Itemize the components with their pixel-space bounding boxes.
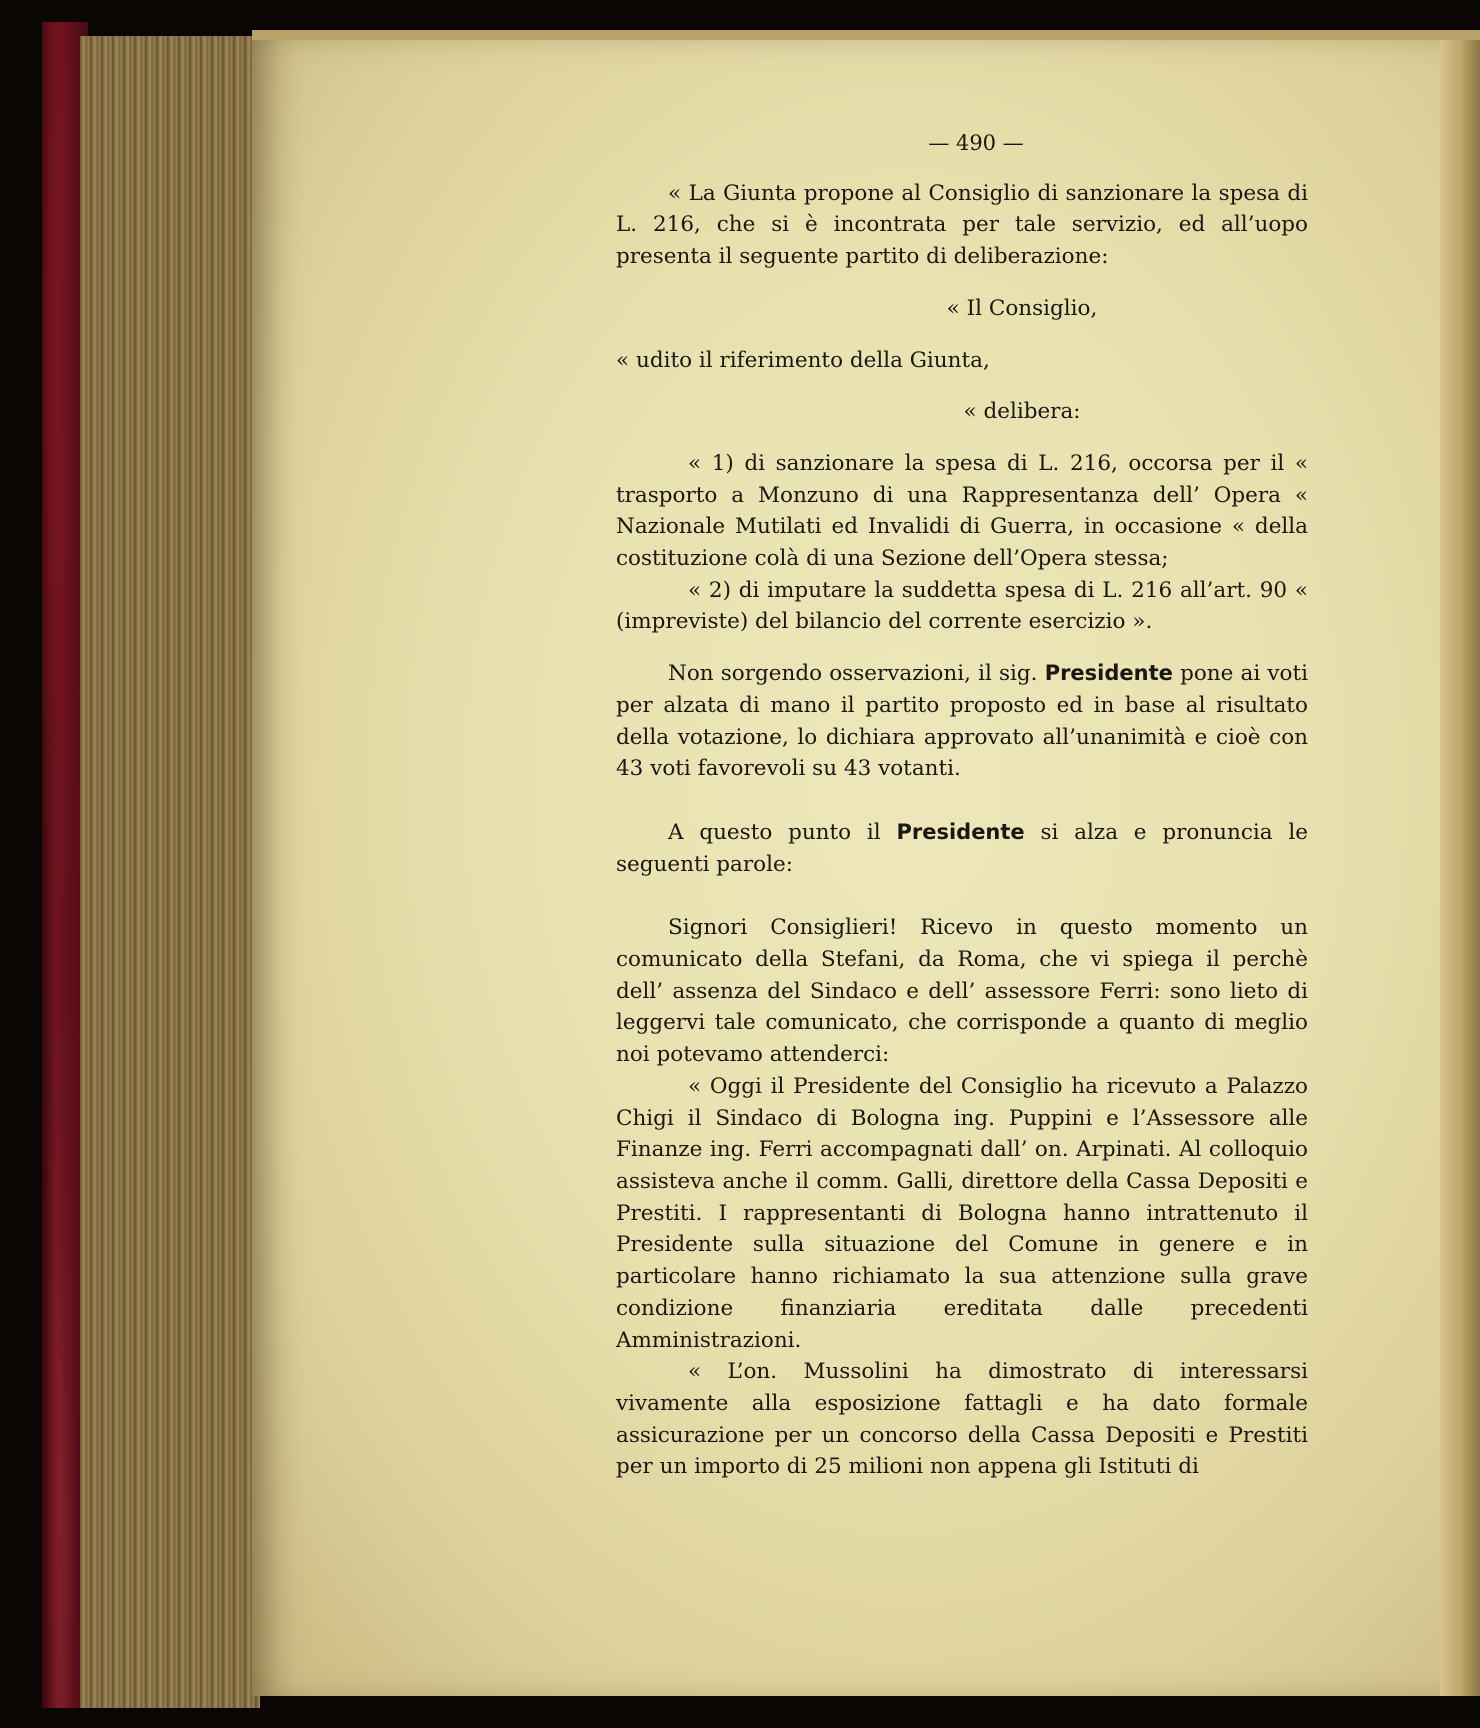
resolution-consiglio: « Il Consiglio, xyxy=(946,295,1098,321)
resolution-item-2: « 2) di imputare la suddetta spesa di L. 216 all’art. 90 « (impreviste) del bilancio del corrente esercizio ». xyxy=(616,577,1308,635)
speaks-text-before: A questo punto il xyxy=(668,819,881,845)
paragraph-signori-consiglieri: Signori Consiglieri! Ricevo in questo momento un comunicato della Stefani, da Roma, che vi spiega il perchè dell’ assenza del Sindaco e dell’ assessore Ferri: sono lieto di leggervi tale comunicato, che corrisponde a quanto di meglio noi potevamo attenderci: xyxy=(616,915,1308,1068)
resolution-item-1: « 1) di sanzionare la spesa di L. 216, occorsa per il « trasporto a Monzuno di una Rappresentanza dell’ Opera « Nazionale Mutilati ed Invalidi di Guerra, in occasione « della costituzione colà di una Sezione dell’Opera stessa; xyxy=(616,450,1308,572)
paragraph-communique: « Oggi il Presidente del Consiglio ha ricevuto a Palazzo Chigi il Sindaco di Bologna ing. Puppini e l’Assessore alle Finanze ing. Ferri accompagnati dall’ on. Arpinati. Al colloquio assisteva anche il comm. Galli, direttore della Cassa Depositi e Prestiti. I rappresentanti di Bologna hanno intrattenuto il Presidente sulla situazione del Comune in genere e in particolare hanno richiamato la sua attenzione sulla grave condizione finanziaria ereditata dalle precedenti Amministrazioni. xyxy=(616,1073,1308,1353)
resolution-udito: « udito il riferimento della Giunta, xyxy=(616,347,990,373)
left-page-stack xyxy=(80,36,260,1708)
paragraph-mussolini: « L’on. Mussolini ha dimostrato di interessarsi vivamente alla esposizione fattagli e ha dato formale assicurazione per un concorso della Cassa Depositi e Prestiti per un importo di 25 milioni non appena gli Istituti di xyxy=(616,1359,1308,1480)
vote-text-after: pone ai voti per alzata di mano il partito proposto ed in base al risultato della votazione, lo dichiara approvato all’unanimità e cioè con 43 voti favorevoli su 43 votanti. xyxy=(616,661,1308,782)
paragraph-president-speaks xyxy=(616,817,1308,880)
president-label: Presidente xyxy=(1044,661,1173,686)
resolution-delibera: « delibera: xyxy=(963,399,1081,425)
speaks-text-after: si alza e pronuncia le seguenti parole: xyxy=(616,819,1308,877)
vote-text-before: Non sorgendo osservazioni, il sig. xyxy=(668,661,1038,687)
president-label-2: Presidente xyxy=(896,819,1025,844)
paragraph-vote xyxy=(616,658,1308,785)
page-top-edge xyxy=(252,30,1480,40)
right-page-edge xyxy=(1440,40,1480,1696)
page-text-column xyxy=(616,128,1308,1483)
page-number: — 490 — xyxy=(928,131,1024,155)
paragraph-giunta-proposal: « La Giunta propone al Consiglio di sanzionare la spesa di L. 216, che si è incontrata per tale servizio, ed all’uopo presenta il seguente partito di deliberazione: xyxy=(616,180,1308,270)
